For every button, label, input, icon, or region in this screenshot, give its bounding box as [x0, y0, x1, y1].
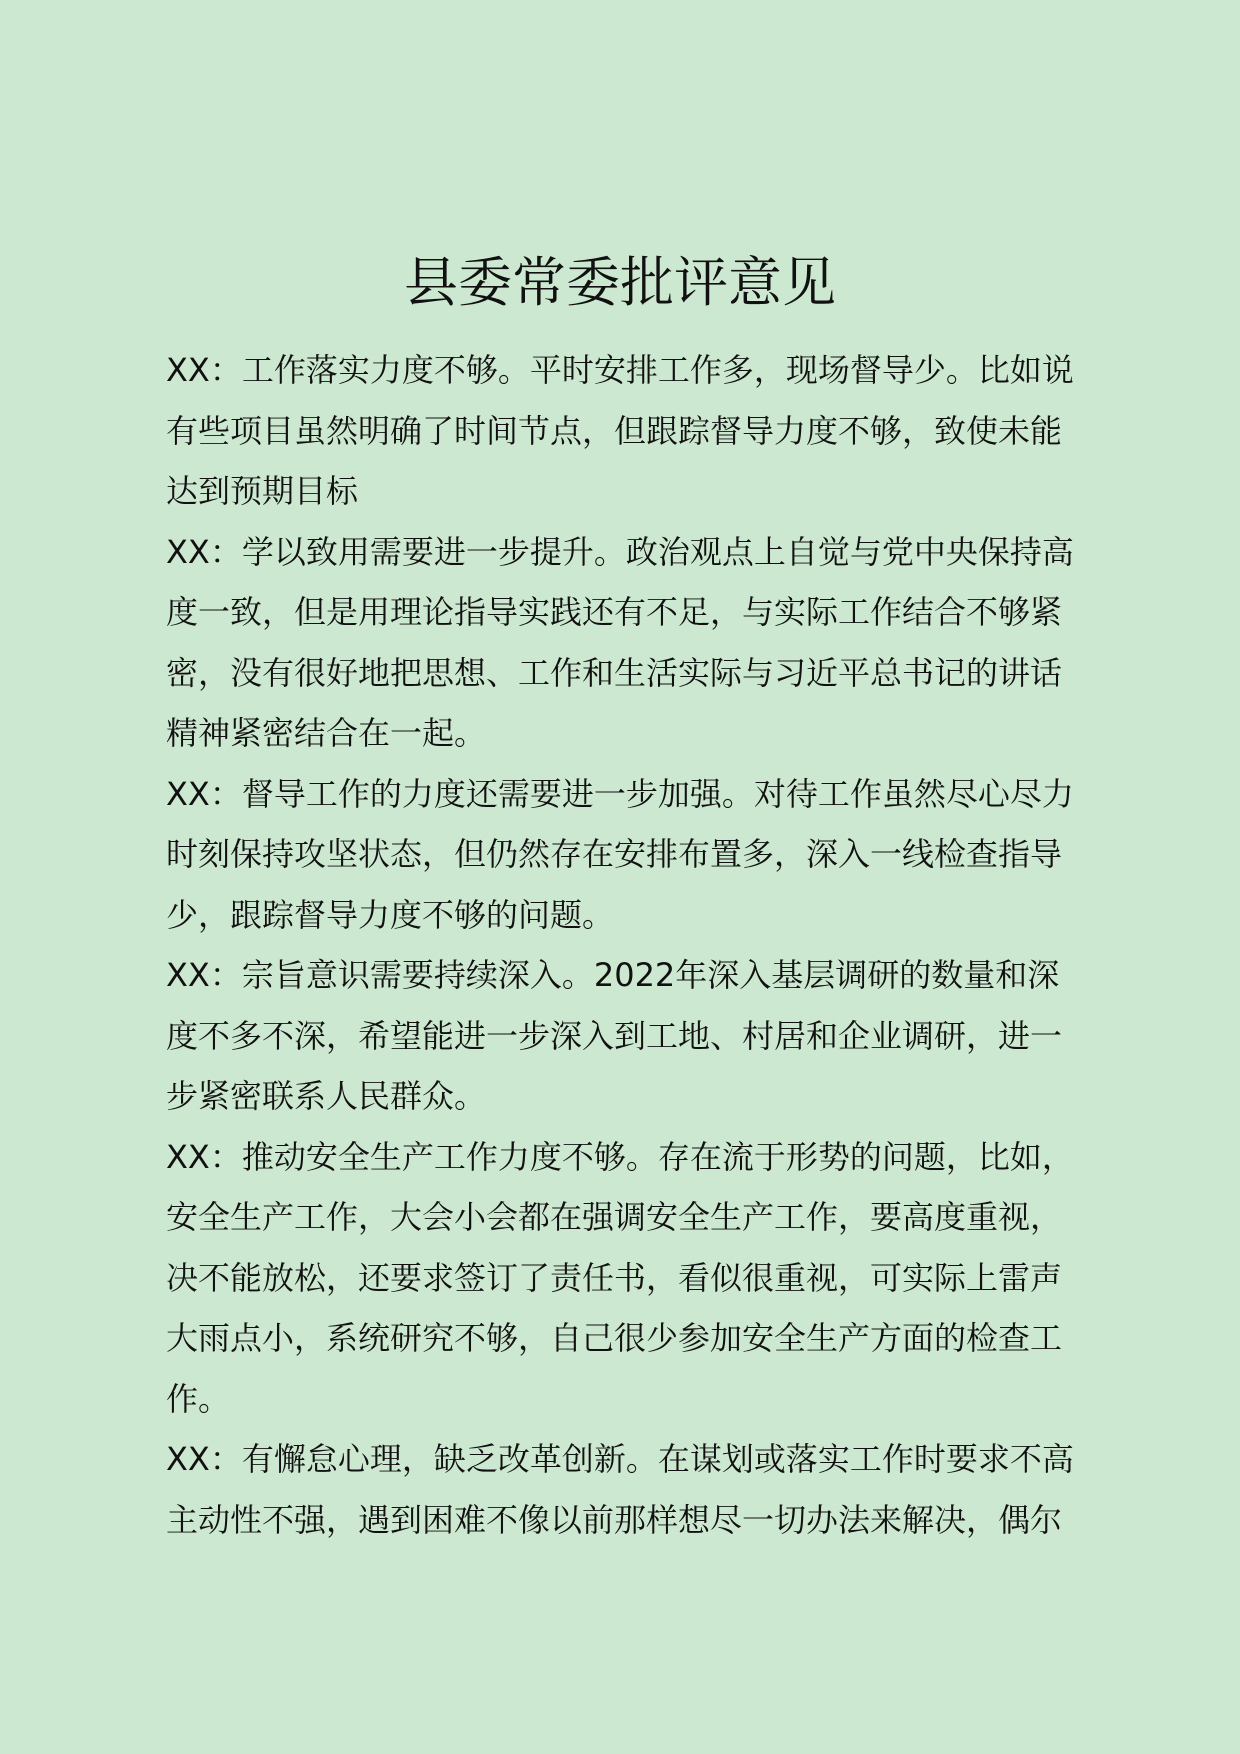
body-line: 密，没有很好地把思想、工作和生活实际与习近平总书记的讲话: [166, 653, 1063, 692]
body-line: 决不能放松，还要求签订了责任书，看似很重视，可实际上雷声: [166, 1258, 1063, 1297]
body-line: XX：工作落实力度不够。平时安排工作多，现场督导少。比如说: [166, 351, 1074, 389]
body-line: 安全生产工作，大会小会都在强调安全生产工作，要高度重视，: [166, 1198, 1063, 1236]
body-line: XX：督导工作的力度还需要进一步加强。对待工作虽然尽心尽力: [166, 774, 1074, 813]
body-line: 度一致，但是用理论指导实践还有不足，与实际工作结合不够紧: [166, 593, 1063, 631]
body-line: 有些项目虽然明确了时间节点，但跟踪督导力度不够，致使未能: [166, 411, 1063, 450]
body-line: XX：推动安全生产工作力度不够。存在流于形势的问题，比如，: [166, 1137, 1074, 1176]
body-line: 大雨点小，系统研究不够，自己很少参加安全生产方面的检查工: [166, 1319, 1063, 1357]
body-line: 主动性不强，遇到困难不像以前那样想尽一切办法来解决，偶尔: [166, 1500, 1063, 1539]
body-line: 度不多不深，希望能进一步深入到工地、村居和企业调研，进一: [166, 1016, 1063, 1055]
body-line: 作。: [166, 1379, 231, 1418]
body-line: XX：有懈怠心理，缺乏改革创新。在谋划或落实工作时要求不高: [166, 1440, 1074, 1478]
body-line: XX：学以致用需要进一步提升。政治观点上自觉与党中央保持高: [166, 532, 1074, 571]
body-line: 达到预期目标: [166, 472, 359, 510]
document-title: 县委常委批评意见: [404, 251, 836, 314]
document-body: [166, 340, 1116, 1550]
body-line: 步紧密联系人民群众。: [166, 1077, 487, 1115]
body-line: 时刻保持攻坚状态，但仍然存在安排布置多，深入一线检查指导: [166, 835, 1063, 873]
body-line: 精神紧密结合在一起。: [166, 714, 487, 752]
body-line: XX：宗旨意识需要持续深入。2022年深入基层调研的数量和深: [166, 956, 1060, 994]
body-line: 少，跟踪督导力度不够的问题。: [166, 895, 615, 934]
